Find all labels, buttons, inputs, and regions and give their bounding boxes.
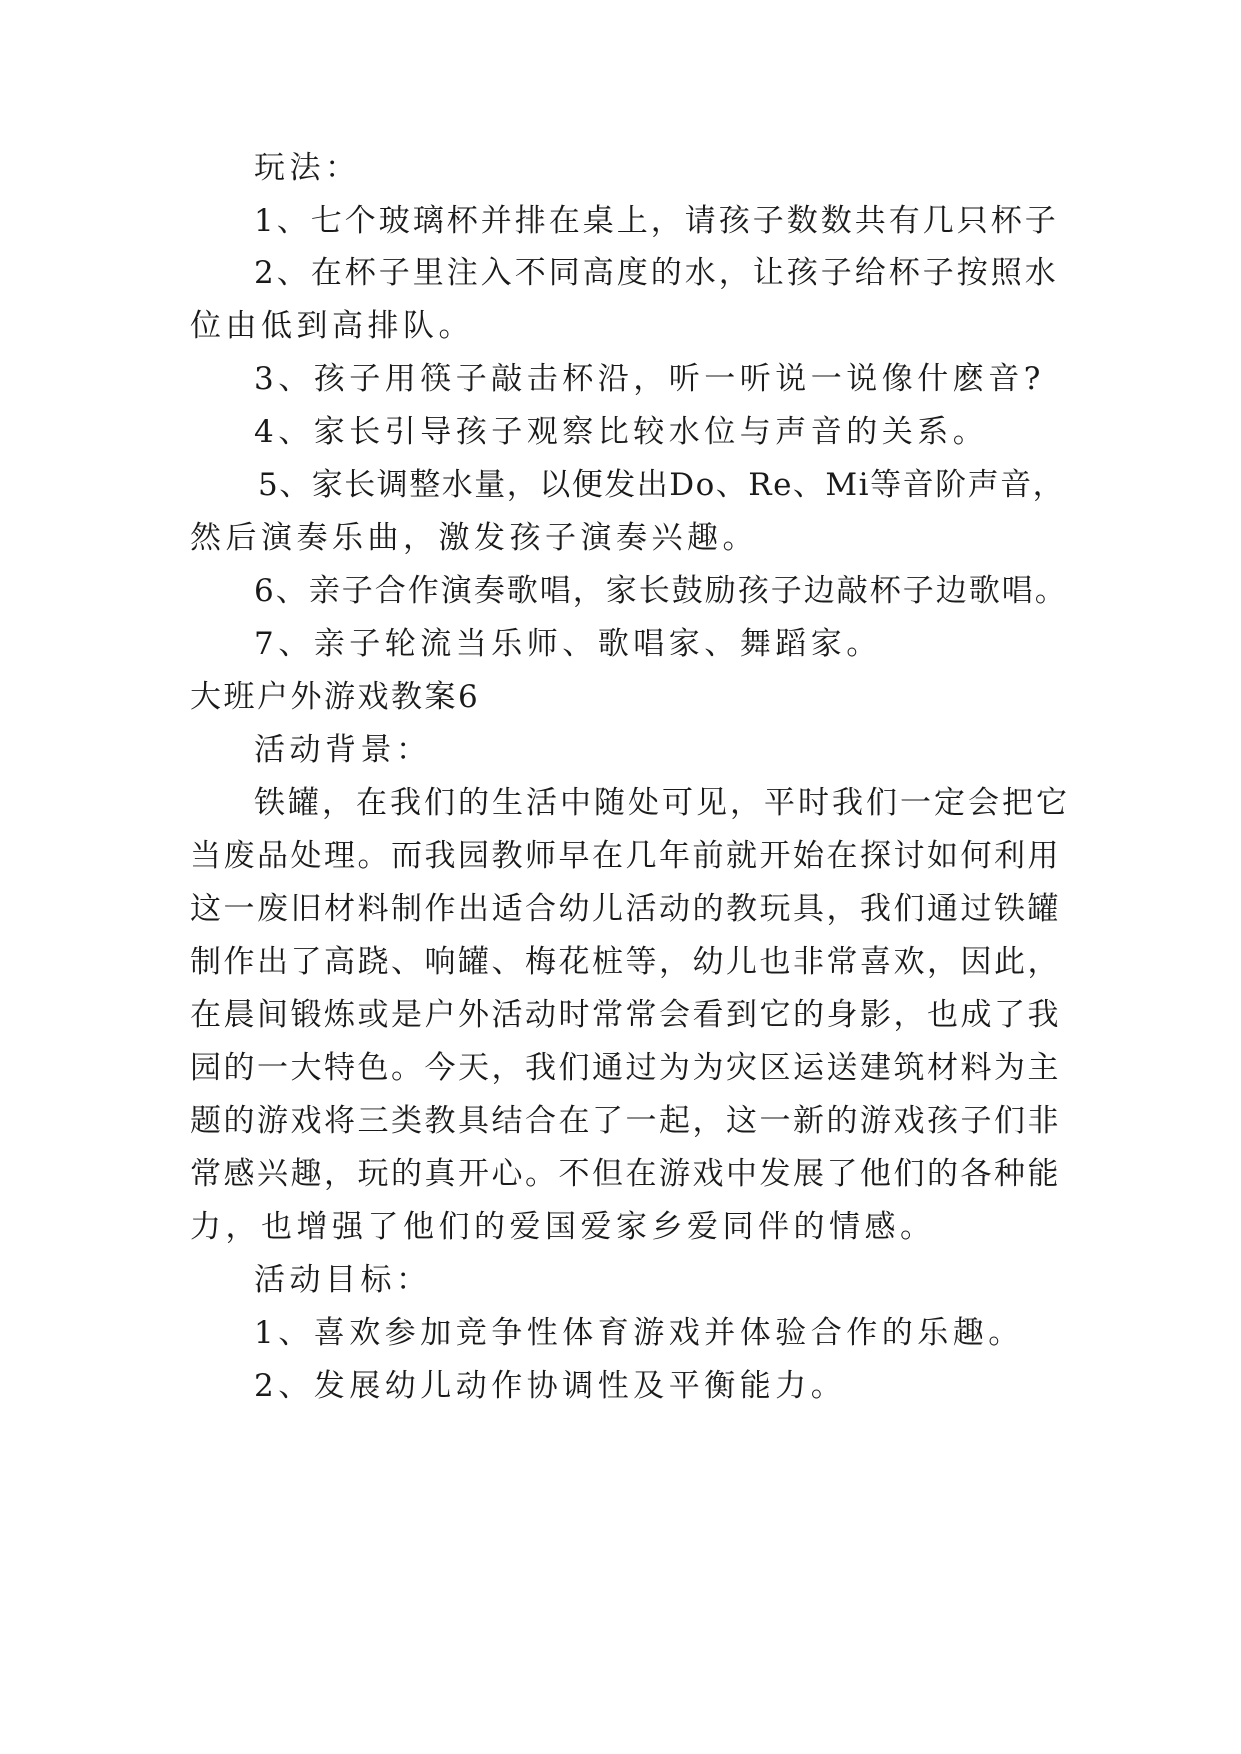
- background-line-6: 园的一大特色。今天，我们通过为为灾区运送建筑材料为主: [190, 1050, 1061, 1086]
- background-line-1: 铁罐，在我们的生活中随处可见，平时我们一定会把它: [254, 785, 1070, 821]
- background-line-8: 常感兴趣，玩的真开心。不但在游戏中发展了他们的各种能: [190, 1156, 1061, 1192]
- play-step-7: 7、亲子轮流当乐师、歌唱家、舞蹈家。: [254, 626, 882, 662]
- play-step-2: 2、在杯子里注入不同高度的水，让孩子给杯子按照水: [254, 255, 1059, 291]
- play-heading: 玩法：: [254, 150, 361, 186]
- goals-heading: 活动目标：: [254, 1262, 432, 1298]
- play-step-5-cont: 然后演奏乐曲，激发孩子演奏兴趣。: [190, 520, 758, 556]
- section-title: 大班户外游戏教案6: [190, 679, 481, 715]
- background-line-7: 题的游戏将三类教具结合在了一起，这一新的游戏孩子们非: [190, 1103, 1061, 1139]
- background-line-2: 当废品处理。而我园教师早在几年前就开始在探讨如何利用: [190, 838, 1061, 874]
- play-step-5: 5、家长调整水量，以便发出Do、Re、Mi等音阶声音，: [258, 467, 1066, 503]
- background-line-5: 在晨间锻炼或是户外活动时常常会看到它的身影，也成了我: [190, 997, 1061, 1033]
- play-step-1: 1、七个玻璃杯并排在桌上，请孩子数数共有几只杯子: [254, 203, 1059, 239]
- play-step-6: 6、亲子合作演奏歌唱，家长鼓励孩子边敲杯子边歌唱。: [254, 573, 1068, 609]
- play-step-3: 3、孩子用筷子敲击杯沿，听一听说一说像什麽音?: [254, 361, 1045, 397]
- play-step-2-cont: 位由低到高排队。: [190, 308, 474, 344]
- background-line-3: 这一废旧材料制作出适合幼儿活动的教玩具，我们通过铁罐: [190, 891, 1061, 927]
- goal-1: 1、喜欢参加竞争性体育游戏并体验合作的乐趣。: [254, 1315, 1024, 1351]
- background-heading: 活动背景：: [254, 732, 432, 768]
- goal-2: 2、发展幼儿动作协调性及平衡能力。: [254, 1368, 847, 1404]
- background-line-4: 制作出了高跷、响罐、梅花桩等，幼儿也非常喜欢，因此，: [190, 944, 1061, 980]
- play-step-4: 4、家长引导孩子观察比较水位与声音的关系。: [254, 414, 989, 450]
- background-line-9: 力，也增强了他们的爱国爱家乡爱同伴的情感。: [190, 1209, 936, 1245]
